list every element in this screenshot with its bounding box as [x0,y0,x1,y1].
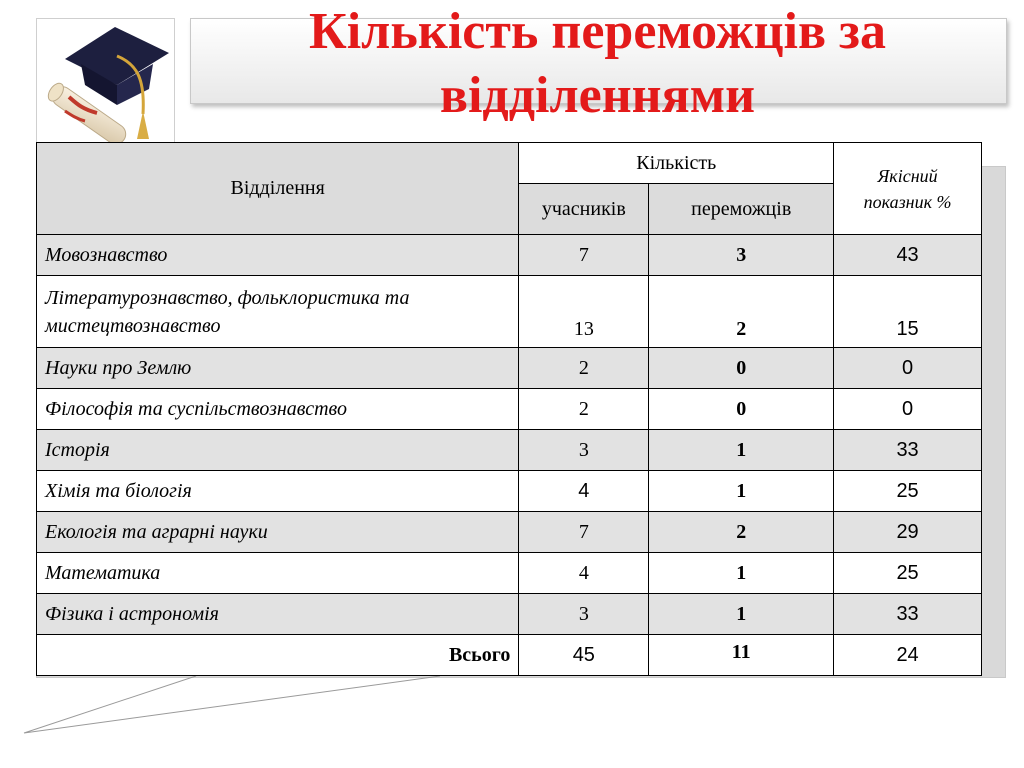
total-label: Всього [37,635,519,676]
participants-count: 2 [519,348,649,389]
table-row [37,348,982,389]
header-participants: учасників [519,184,649,235]
quality-value: 0 [834,389,982,430]
department-name: Екологія та аграрні науки [37,512,519,553]
quality-value: 33 [834,430,982,471]
table-row [37,389,982,430]
quality-value: 15 [834,276,982,348]
header-department: Відділення [37,143,519,235]
winners-count: 1 [649,430,834,471]
department-name: Філософія та суспільствознавство [37,389,519,430]
winners-count: 3 [649,235,834,276]
department-name: Науки про Землю [37,348,519,389]
winners-count: 0 [649,348,834,389]
table-row [37,471,982,512]
total-winners: 11 [649,635,834,676]
participants-count: 3 [519,594,649,635]
winners-count: 0 [649,389,834,430]
winners-count: 2 [649,512,834,553]
department-name: Хімія та біологія [37,471,519,512]
department-name: Історія [37,430,519,471]
department-name: Літературознавство, фольклористика та мистецтвознавство [37,276,519,348]
table-row [37,553,982,594]
quality-value: 33 [834,594,982,635]
participants-count: 7 [519,512,649,553]
header-quality: Якісний показник % [834,143,982,235]
header-winners: переможців [649,184,834,235]
participants-count: 7 [519,235,649,276]
total-participants: 45 [519,635,649,676]
participants-count: 4 [519,553,649,594]
quality-value: 25 [834,471,982,512]
total-row [37,635,982,676]
winners-count: 1 [649,471,834,512]
header-count: Кількість [519,143,834,184]
table-row [37,235,982,276]
quality-value: 25 [834,553,982,594]
participants-count: 4 [519,471,649,512]
winners-count: 1 [649,594,834,635]
department-name: Фізика і астрономія [37,594,519,635]
table-row [37,276,982,348]
participants-count: 2 [519,389,649,430]
total-quality: 24 [834,635,982,676]
department-name: Мовознавство [37,235,519,276]
table-row [37,512,982,553]
quality-value: 29 [834,512,982,553]
winners-count: 2 [649,276,834,348]
table-row [37,430,982,471]
quality-value: 43 [834,235,982,276]
participants-count: 3 [519,430,649,471]
quality-value: 0 [834,348,982,389]
department-name: Математика [37,553,519,594]
page-title: Кількість переможців за відділеннями [309,3,886,124]
winners-table [36,142,982,676]
participants-count: 13 [519,276,649,348]
table-row [37,594,982,635]
winners-count: 1 [649,553,834,594]
